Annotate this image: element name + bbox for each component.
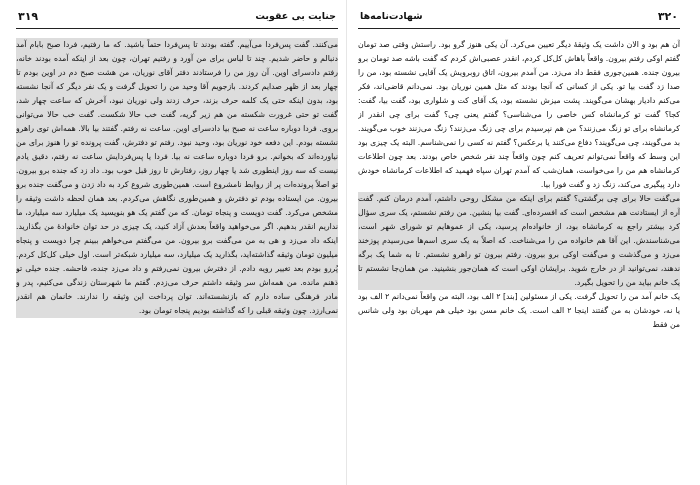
left-page-header — [16, 8, 338, 24]
right-paragraph-1: آن هم بود و الان داشت یک وثیقهٔ دیگر تعیین می‌کرد. آن یکی هنوز گرو بود. راستش وقتی صد تومان گفتم اوکی رفتم بیرون. واقعاً باهاش کل‌کل کردم، انقدر عصبی‌اش کردم که گفت باشه صد تومان برو بیرون جنده. همین‌جوری فقط داد می‌زد. من آمدم بیرون، اتاق روبرویش یک آقایی نشسته بود، من را صدا زد گفت بیا تو. یکی از کسانی که آنجا بودند که مثل همین نوریان بود. نمی‌دانم قاضی‌اند، فکر می‌کنم دادیار بهشان می‌گویند. پشت میزش نشسته بود، یک آقای کت و شلواری بود، گفت بیا، گفت: کجا؟ گفت تو کرمانشاه کس خاصی را می‌شناسی؟ گفتم یعنی چی؟ گفت برای چی انقدر از کرمانشاه برای تو زنگ می‌زنند؟ من هم نپرسیدم برای چی زنگ می‌زنند؟ زنگ می‌زنند خوب می‌گویند. بد می‌گویند، چی می‌گویند؟ دفاع می‌کنند یا برعکس؟ گفتم نه کسی را نمی‌شناسم. البته یک چیزی بود این وسط که واقعاً نمی‌توانم تعریف کنم چون واقعاً چند نفر شخص خاص بودند. بعد چون اطلاعات کرمانشاه هم من را می‌خواست، همان‌شب که آمدم تهران سپاه فهمید که اطلاعات کرمانشاه خودش دارد پیگیری می‌کند، زنگ زد و گفت فورا بیا. — [358, 40, 680, 189]
left-paragraph-1: می‌کنند. گفت پس‌فردا می‌آییم. گفته بودند تا پس‌فردا حتماً باشید. که ما رفتیم، فردا صبح بابام آمد دنبالم و حاضر شدیم. چند تا لباس برای من آورد و رفتیم تهران، چون بعد از اینکه آمده بودند خانه، رفتم دادسرای اوین. آن روز من را فرستادند دفتر آقای نوریان، من هشت صبح دم در اوین بودم تا چهار بعد از ظهر صدایم کردند. بازجویم آقا وحید من را تحویل گرفت و یک نفر دیگر که آنجا نشسته بود، بدون اینکه حتی یک کلمه حرف بزند، حرف زدند ولی نوریان نبود، آخرش که ساعت چهار شد، گفت تو حتی غرورت شکسته من هم زیر گریه، گفت خب حالا شکست. گفت خب حالا می‌توانی بروی. فردا دوباره ساعت نه صبح بیا دادسرای اوین. ساعت نه رفتم. گفتند بیا بالا. همه‌اش توی راهرو نشسته بودم. این دفعه خود نوریان بود، وحید نبود. رفتم تو دفترش، گفت پرونده تو را هنوز برای من نیاورده‌اند که بخوانم. برو فردا دوباره ساعت نه بیا. فردا یا پس‌فردایش ساعت نه رفتم، دقیق یادم نیست که سه روز اینطوری شد یا چهار روز، رفتارش تا روز قبل خوب بود. داد زد که جنده برو بیرون. تو اصلاً پرونده‌ات پر از روابط نامشروع است. همین‌طوری شروع کرد به داد زدن و می‌گفت جنده برو بیرون. من ایستاده بودم تو دفترش و همین‌طوری نگاهش می‌کردم. بعد همان لحظه داشت وثیقه را مشخص می‌کرد. گفت دویست و پنجاه تومان. که من گفتم یک هو بنویسید یک میلیارد سه میلیارد، ما نداریم انقدر بدهیم. اگر می‌خواهید واقعاً بعدش آزاد کنید، یک چیزی در حد توان خانوادهٔ من بگذارید. اینکه داد می‌زد و هی به من می‌گفت برو بیرون. من می‌گفتم می‌خواهم ببینم چرا دویست و پنجاه میلیون تومان وثیقه گذاشته‌اید، بگذارید یک میلیارد، سه میلیارد شبکه‌تر است. اول خیلی کل‌کل کردم. پُررو بودم بعد تغییر رویه دادم. از دفترش بیرون نمی‌رفتم و داد می‌زد جنده، فاحشه. جنده خیلی تو ذهنم مانده. من همه‌اش سر وثیقه داشتم حرف می‌زدم. گفتم ما شهرستان زندگی می‌کنیم، پدر و مادر فرهنگی ساده دارم که بازنشسته‌اند. توان پرداخت این وثیقه را ندارند. خانمان هم انقدر نمی‌ارزد. چون وثیقه قبلی را که گذاشته بودیم پنجاه تومان بود. — [16, 38, 338, 318]
right-page-header — [358, 8, 680, 24]
left-page-number: ۳۱۹ — [18, 10, 39, 23]
left-page-body — [16, 29, 338, 318]
right-page — [358, 8, 680, 485]
right-page-number: ۳۲۰ — [657, 10, 678, 23]
left-running-title: جنایت بی عقوبت — [255, 11, 336, 22]
left-page — [16, 8, 338, 485]
right-paragraph-3: یک خانم آمد من را تحویل گرفت. یکی از مسئولین [بند] ۲ الف بود، البته من واقعاً نمی‌دانم ۲ الف بود یا نه، خودشان به من گفتند اینجا ۲ الف است. یک خانم مسن بود خیلی هم مهربان بود ولی شانس من فقط — [358, 292, 680, 329]
page-gutter — [346, 0, 347, 485]
right-paragraph-2: می‌گفت حالا برای چی برگشتی؟ گفتم برای اینکه من مشکل روحی داشتم، آمدم درمان کنم. گفت آره از ایستادنت هم مشخص است که افسرده‌ای. گفت بیا بنشین. من رفتم نشستم، یک سری سؤال کرد بیشتر راجع به کرمانشاه بود، از خانواده‌ام پرسید، یکی از عموهایم تو شورای شهر است، می‌شناسندش. این آقا هم خانواده من را می‌شناخت. که اصلاً به یک سری اسم‌ها می‌رسیدم پوزخند می‌زد و می‌گذشت و می‌گفت اوکی برو بیرون. رفتم بیرون تو راهرو نشستم. تا به شما یک برگه ندهند، نمی‌توانید از در خارج شوید. برایشان اوکی است که همان‌جور بنشینید. من همان‌جا نشستم تا یک خانم بیاید من را تحویل بگیرد. — [358, 192, 680, 290]
right-running-title: شهادت‌نامه‌ها — [360, 11, 423, 22]
right-page-body — [358, 29, 680, 332]
